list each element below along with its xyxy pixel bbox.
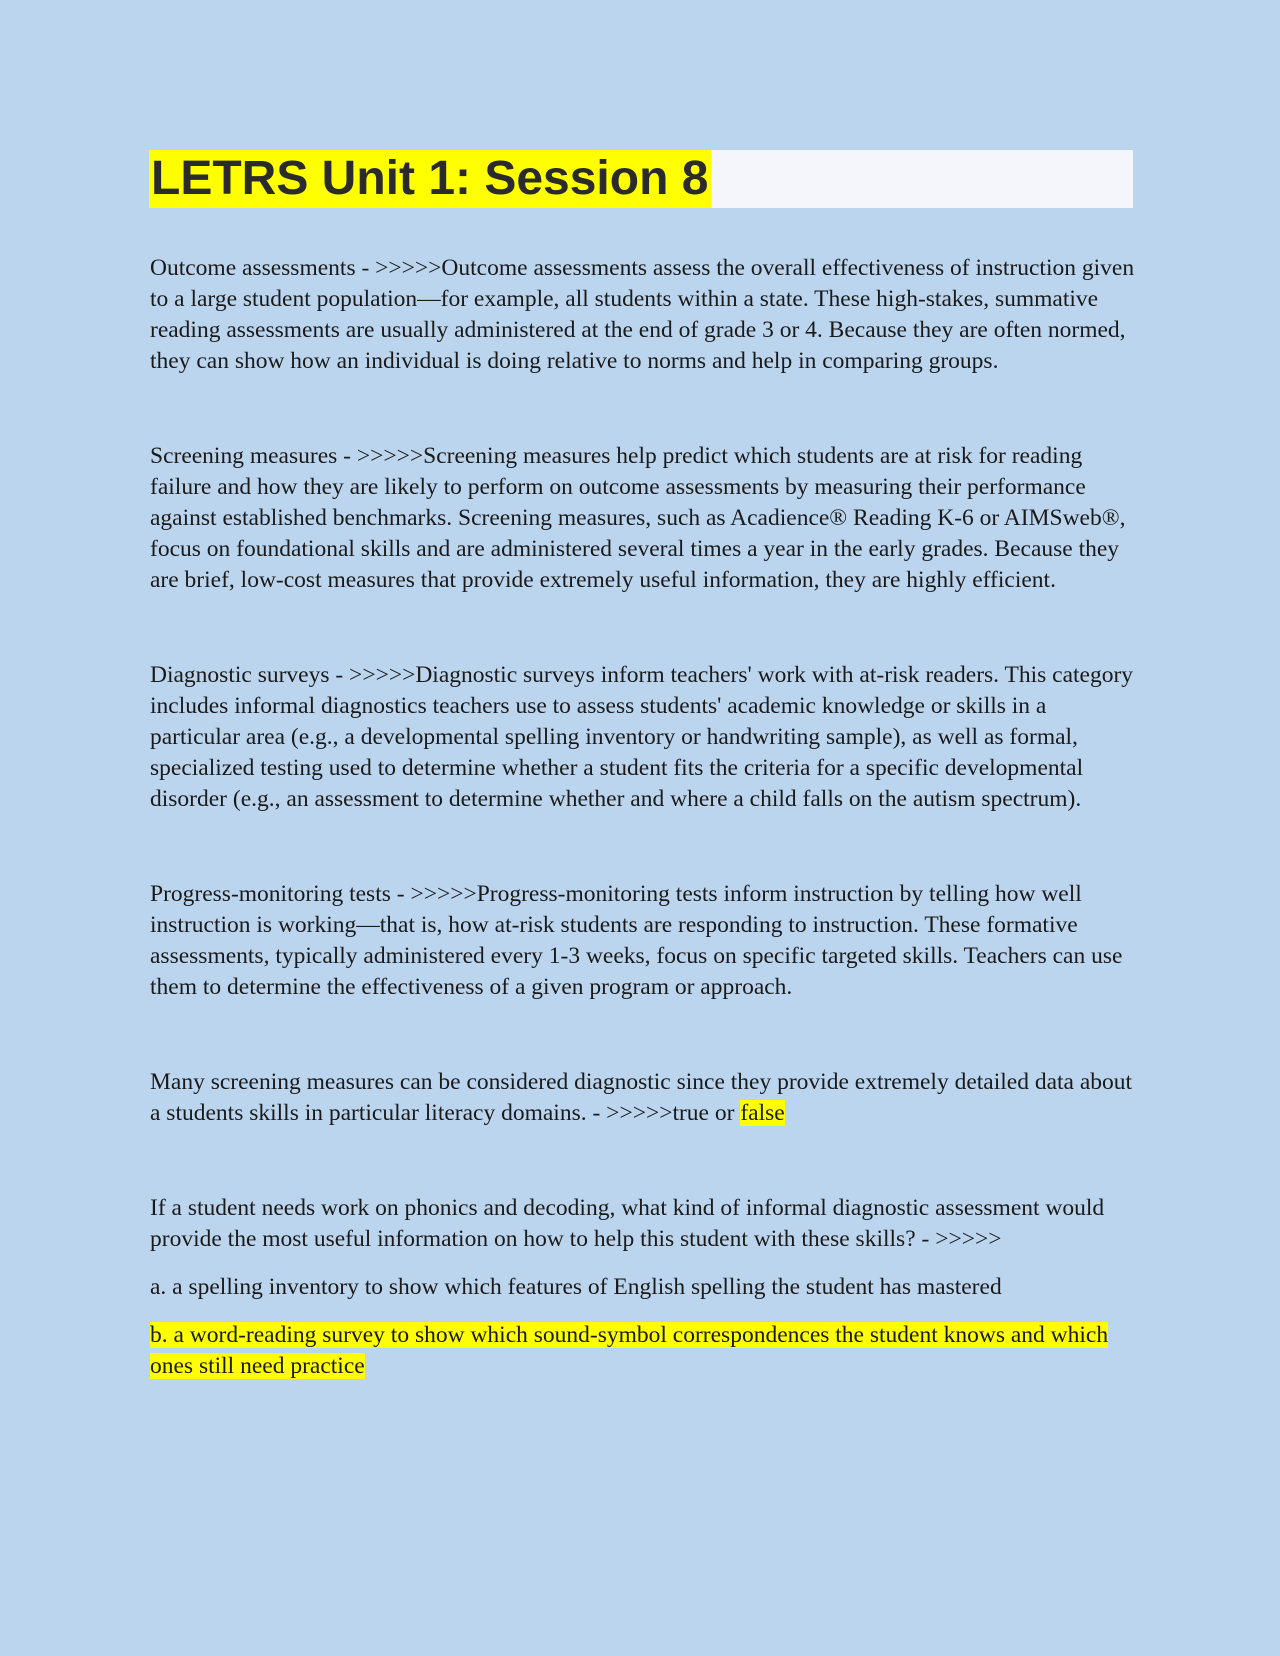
entry-outcome-assessments: Outcome assessments - >>>>>Outcome assessments assess the overall effectiveness of instruction given to a large student population—for example, all students within a state. These high-stakes, summative reading assessments are usually administered at the end of grade 3 or 4. Because they are often normed, they can show how an individual is doing relative to norms and help in comparing groups. — [150, 255, 1135, 374]
option-b — [150, 1320, 1140, 1382]
document-title: LETRS Unit 1: Session 8 — [149, 150, 711, 208]
multiple-choice-question: If a student needs work on phonics and decoding, what kind of informal diagnostic assessment would provide the most useful information on how to help this student with these skills? - >>>>> — [150, 1195, 1105, 1252]
entry-diagnostic-surveys: Diagnostic surveys - >>>>>Diagnostic surveys inform teachers' work with at-risk readers. This category includes informal diagnostics teachers use to assess students' academic knowledge or skills in a particular area (e.g., a developmental spelling inventory or handwriting sample), as well as formal, specialized testing used to determine whether a student fits the criteria for a specific developmental disorder (e.g., an assessment to determine whether and where a child falls on the autism spectrum). — [150, 662, 1134, 812]
entry-screening-measures: Screening measures - >>>>>Screening measures help predict which students are at risk for reading failure and how they are likely to perform on outcome assessments by measuring their performance against established benchmarks. Screening measures, such as Acadience® Reading K-6 or AIMSweb®, focus on foundational skills and are administered several times a year in the early grades. Because they are brief, low-cost measures that provide extremely useful information, they are highly efficient. — [150, 443, 1126, 593]
true-false-answer-highlight: false — [740, 1100, 785, 1126]
option-b-highlight: b. a word-reading survey to show which sound-symbol correspondences the student knows and which ones still need practice — [150, 1322, 1109, 1379]
entry-progress-monitoring: Progress-monitoring tests - >>>>>Progress-monitoring tests inform instruction by telling how well instruction is working—that is, how at-risk students are responding to instruction. These formative assessments, typically administered every 1-3 weeks, focus on specific targeted skills. Teachers can use them to determine the effectiveness of a given program or approach. — [150, 881, 1123, 1000]
option-a: a. a spelling inventory to show which features of English spelling the student has mastered — [150, 1274, 1002, 1300]
true-false-prompt: Many screening measures can be considered diagnostic since they provide extremely detailed data about a students skills in particular literacy domains. - >>>>>true or — [150, 1069, 1133, 1126]
true-false-question — [150, 1067, 1140, 1129]
document-body — [150, 253, 1140, 1382]
